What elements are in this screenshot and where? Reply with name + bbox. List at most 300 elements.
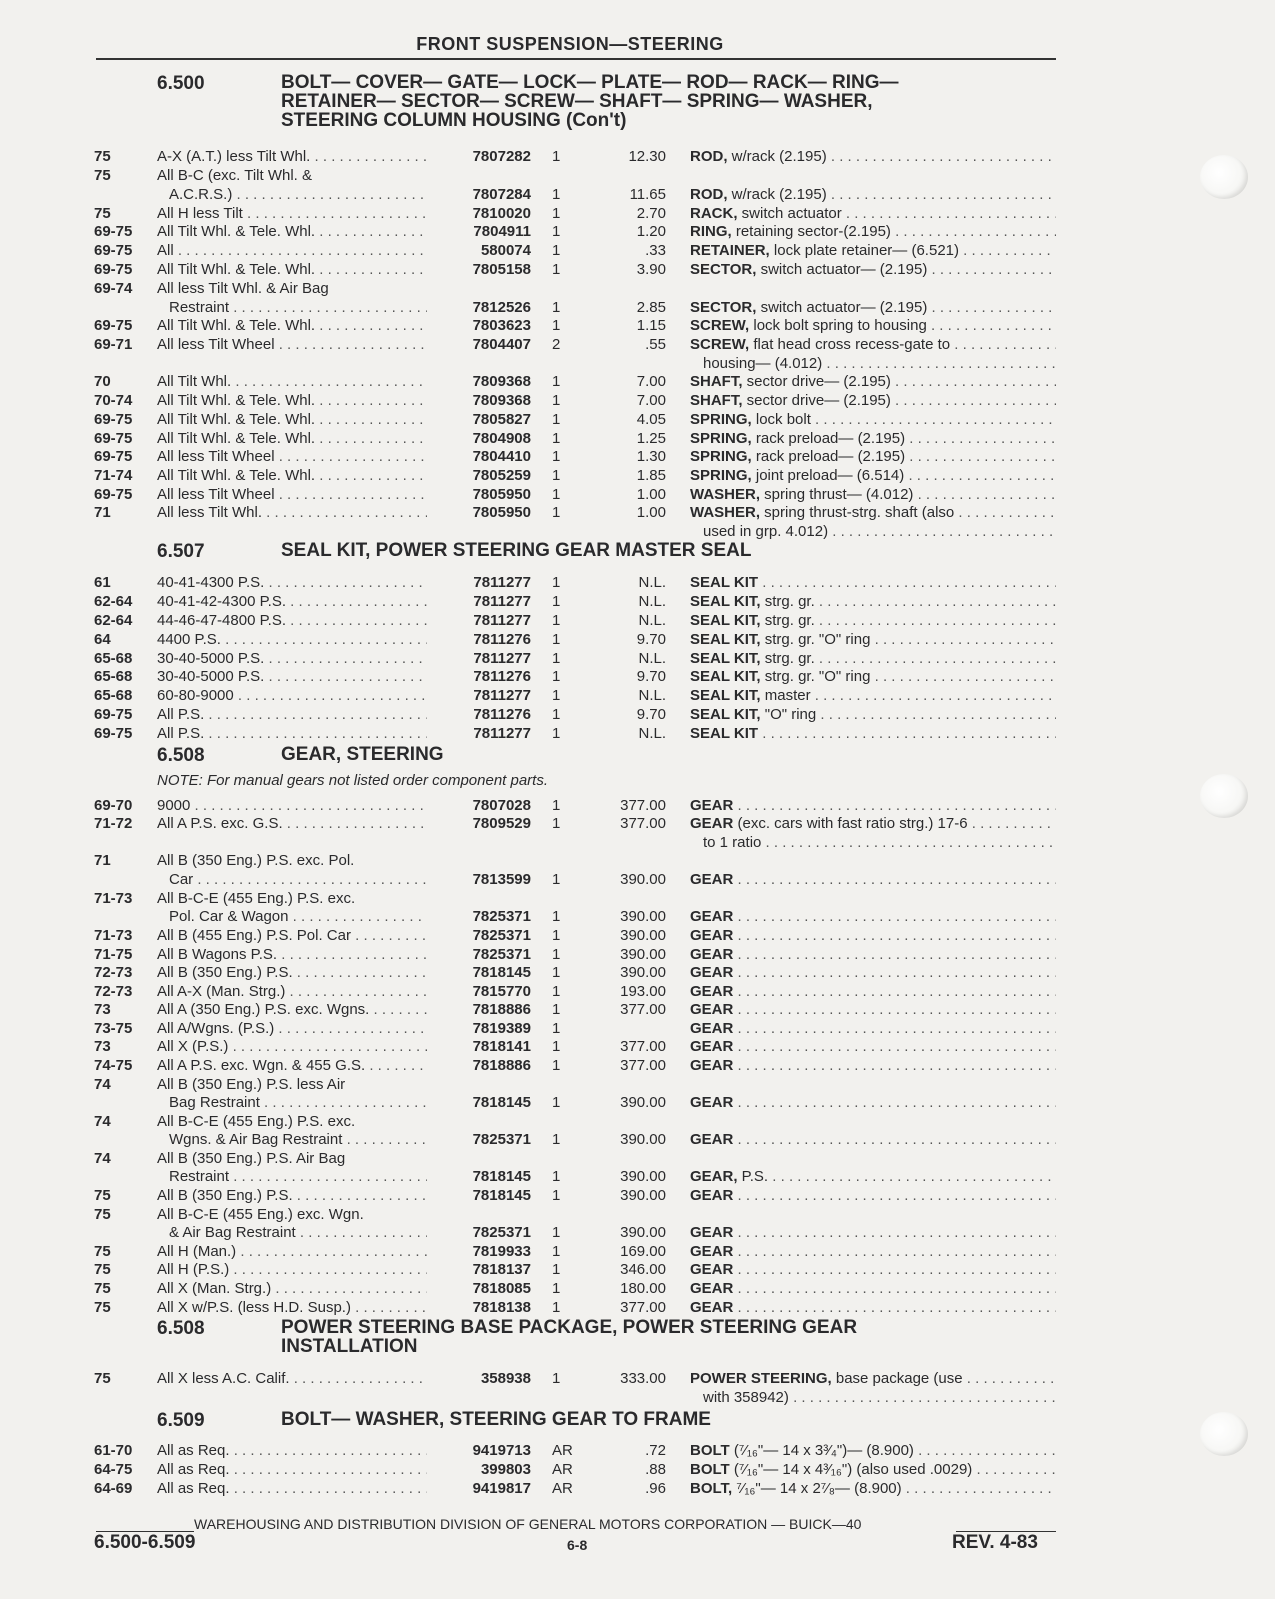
part-name: SPRING, [690,467,752,484]
model-year: 74 [94,1150,111,1167]
table-row [0,485,1275,504]
application: All A (350 Eng.) P.S. exc. Wgns. . . . [157,1000,427,1019]
part-name: GEAR [690,1057,734,1074]
description [690,1460,1056,1479]
price: 390.00 [620,871,666,888]
description [690,907,1056,926]
part-detail: retaining sector-(2.195) [731,223,891,240]
quantity: 1 [552,706,561,723]
application: All P.S. . . . [157,705,427,724]
application: All Tilt Whl. & Tele. Whl. . . . [157,316,427,335]
part-number: 580074 [480,242,531,259]
table-row [0,1460,1275,1479]
part-number: 7818141 [472,1038,531,1055]
quantity: 1 [552,1224,561,1241]
application: All B-C-E (455 Eng.) P.S. exc. [157,890,356,907]
description [690,503,1056,522]
price: 1.15 [636,317,666,334]
description [690,945,1056,964]
section-number: 6.509 [157,1410,205,1431]
model-year: 69-74 [94,280,133,297]
table-row [0,1093,1275,1112]
part-detail: switch actuator [737,205,842,222]
description [690,1019,1056,1038]
part-number: 7825371 [472,946,531,963]
section-title: GEAR, STEERING [281,744,444,765]
part-detail: with 358942) [703,1389,789,1406]
description [690,391,1056,410]
table-row [0,147,1275,166]
table-row [0,503,1275,522]
application: Restraint . . . [169,298,427,317]
part-name: SCREW, [690,317,750,334]
application: All less Tilt Wheel . . . [157,335,427,354]
quantity: 1 [552,927,561,944]
description [690,185,1056,204]
table-row [0,1369,1275,1388]
table-row [0,573,1275,592]
price: 1.25 [636,430,666,447]
part-name: GEAR [690,815,734,832]
part-detail: housing— (4.012) [703,355,823,372]
description [703,354,1056,373]
part-number: 7811277 [473,650,531,667]
quantity: 1 [552,1261,561,1278]
part-detail: (exc. cars with fast ratio strg.) 17-6 [733,815,968,832]
application: 40-41-4300 P.S. . . . [157,573,427,592]
part-number: 9419817 [472,1480,531,1497]
price: 1.00 [636,486,666,503]
application: All B (350 Eng.) P.S. less Air [157,1076,346,1093]
model-year: 69-71 [94,336,133,353]
part-detail: switch actuator— (2.195) [756,261,928,278]
model-year: 75 [94,1187,111,1204]
price: 390.00 [620,1094,666,1111]
part-name: GEAR [690,1261,734,1278]
part-detail: strg. gr. [760,612,815,629]
application: All B (455 Eng.) P.S. Pol. Car . . . [157,926,427,945]
part-number: 7804911 [473,223,531,240]
part-number: 7811277 [473,725,531,742]
table-row [0,1279,1275,1298]
table-row [0,335,1275,354]
price: 377.00 [620,815,666,832]
table-row [0,982,1275,1001]
price: 9.70 [636,631,666,648]
price: 377.00 [620,797,666,814]
price: 180.00 [620,1280,666,1297]
description [690,963,1056,982]
model-year: 75 [94,1280,111,1297]
table-row [0,204,1275,223]
quantity: 1 [552,411,561,428]
price: .72 [645,1442,666,1459]
price: 3.90 [636,261,666,278]
part-name: GEAR [690,1094,734,1111]
model-year: 69-75 [94,725,133,742]
model-year: 69-70 [94,797,133,814]
quantity: 1 [552,725,561,742]
part-number: 7825371 [472,927,531,944]
application: 4400 P.S. . . . [157,630,427,649]
quantity: 1 [552,205,561,222]
application: Car . . . [169,870,427,889]
part-name: GEAR [690,1187,734,1204]
description [690,686,1056,705]
model-year: 71-72 [94,815,133,832]
table-row [0,1186,1275,1205]
table-row [0,889,1275,908]
description [690,1223,1056,1242]
quantity: 1 [552,1280,561,1297]
part-detail: lock bolt [751,411,811,428]
table-row [0,260,1275,279]
description [690,592,1056,611]
price: 1.00 [636,504,666,521]
part-number: 7805950 [472,486,531,503]
part-detail: strg. gr. [760,593,815,610]
part-number: 7805158 [472,261,531,278]
part-number: 7813599 [472,871,531,888]
application: All Tilt Whl. . . . [157,372,427,391]
table-row [0,814,1275,833]
part-name: GEAR [690,927,734,944]
quantity: 1 [552,631,561,648]
table-row [0,945,1275,964]
price: .88 [645,1461,666,1478]
table-row [0,963,1275,982]
part-name: WASHER, [690,504,761,521]
part-name: SPRING, [690,430,752,447]
quantity: 1 [552,504,561,521]
description [690,667,1056,686]
table-row [0,796,1275,815]
application: All X (Man. Strg.) . . . [157,1279,427,1298]
description [690,316,1056,335]
table-row [0,870,1275,889]
part-detail: strg. gr. "O" ring [760,668,871,685]
quantity: 1 [552,242,561,259]
model-year: 61-70 [94,1442,133,1459]
description [690,1000,1056,1019]
part-name: GEAR [690,797,734,814]
table-row [0,522,1275,541]
header-rule [96,58,1056,60]
price: 346.00 [620,1261,666,1278]
price: 11.65 [629,186,666,203]
description [690,1369,1056,1388]
part-detail: sector drive— (2.195) [742,373,891,390]
quantity: 1 [552,1131,561,1148]
quantity: 1 [552,373,561,390]
model-year: 75 [94,1206,111,1223]
part-detail: switch actuator— (2.195) [756,299,928,316]
table-row [0,851,1275,870]
price: 7.00 [636,392,666,409]
part-number: 7803623 [472,317,531,334]
model-year: 64-69 [94,1480,133,1497]
application: All A P.S. exc. G.S. . . . [157,814,427,833]
model-year: 69-75 [94,486,133,503]
part-name: GEAR [690,946,734,963]
model-year: 71-73 [94,927,133,944]
table-row [0,1242,1275,1261]
price: 1.20 [636,223,666,240]
table-row [0,447,1275,466]
application: All H (P.S.) . . . [157,1260,427,1279]
quantity: 1 [552,467,561,484]
part-number: 7818085 [472,1280,531,1297]
section-title: BOLT— WASHER, STEERING GEAR TO FRAME [281,1409,711,1430]
price: N.L. [638,725,666,742]
quantity: 1 [552,261,561,278]
application: All X (P.S.) . . . [157,1037,427,1056]
part-detail: to 1 ratio [703,834,762,851]
table-row [0,354,1275,373]
part-name: GEAR [690,1020,734,1037]
price: 193.00 [620,983,666,1000]
quantity: 1 [552,223,561,240]
model-year: 69-75 [94,430,133,447]
table-row [0,429,1275,448]
description [690,1441,1056,1460]
description [690,147,1056,166]
model-year: 69-75 [94,242,133,259]
model-year: 74 [94,1113,111,1130]
application: All Tilt Whl. & Tele. Whl. . . . [157,391,427,410]
table-row [0,630,1275,649]
model-year: 75 [94,1299,111,1316]
quantity: 1 [552,574,561,591]
part-number: 7807028 [472,797,531,814]
quantity: 1 [552,186,561,203]
section-title: SEAL KIT, POWER STEERING GEAR MASTER SEAL [281,540,752,561]
description [690,573,1056,592]
quantity: 1 [552,148,561,165]
part-number: 7815770 [472,983,531,1000]
description [690,204,1056,223]
application: All less Tilt Wheel . . . [157,485,427,504]
part-number: 7811276 [473,668,531,685]
part-detail: flat head cross recess-gate to [749,336,951,353]
footer-division: WAREHOUSING AND DISTRIBUTION DIVISION OF GENERAL MOTORS CORPORATION — BUICK—40 [194,1516,862,1532]
price: 7.00 [636,373,666,390]
model-year: 64 [94,631,111,648]
model-year: 73 [94,1038,111,1055]
model-year: 75 [94,205,111,222]
part-name: GEAR [690,1280,734,1297]
price: 4.05 [636,411,666,428]
part-number: 7818145 [472,1094,531,1111]
price: 2.70 [636,205,666,222]
model-year: 71 [94,504,111,521]
part-number: 7818137 [472,1261,531,1278]
part-name: SPRING, [690,448,752,465]
model-year: 69-75 [94,411,133,428]
part-detail: base package (use [831,1370,963,1387]
table-row [0,667,1275,686]
part-detail: spring thrust-strg. shaft (also [760,504,955,521]
quantity: 1 [552,687,561,704]
model-year: 69-75 [94,261,133,278]
description [690,649,1056,668]
description [690,1186,1056,1205]
part-detail: lock bolt spring to housing [749,317,927,334]
section-number: 6.508 [157,1318,205,1339]
table-row [0,372,1275,391]
price: 9.70 [636,668,666,685]
price: 377.00 [620,1057,666,1074]
quantity: 1 [552,871,561,888]
application: All less Tilt Whl. . . . [157,503,427,522]
model-year: 71-73 [94,890,133,907]
quantity: 1 [552,908,561,925]
section-title: INSTALLATION [281,1336,418,1357]
part-detail: w/rack (2.195) [727,148,827,165]
table-row [0,391,1275,410]
section-title: BOLT— COVER— GATE— LOCK— PLATE— ROD— RACK— RING— [281,72,899,93]
table-row [0,185,1275,204]
application: All as Req. . . . [157,1479,427,1498]
quantity: AR [552,1442,573,1459]
description [703,522,1056,541]
application: All . . . [157,241,427,260]
quantity: AR [552,1480,573,1497]
price: 333.00 [620,1370,666,1387]
quantity: 1 [552,1094,561,1111]
quantity: 1 [552,964,561,981]
part-number: 7804908 [472,430,531,447]
description [690,1298,1056,1317]
part-number: 7804410 [472,448,531,465]
model-year: 65-68 [94,687,133,704]
part-number: 7825371 [472,1224,531,1241]
part-detail: strg. gr. [760,650,815,667]
part-name: SCREW, [690,336,750,353]
part-name: GEAR [690,1131,734,1148]
table-row [0,649,1275,668]
table-row [0,1037,1275,1056]
part-number: 399803 [480,1461,531,1478]
model-year: 61 [94,574,111,591]
model-year: 75 [94,167,111,184]
application: A.C.R.S.) . . . [169,185,427,204]
part-name: RETAINER, [690,242,770,259]
part-detail: used in grp. 4.012) [703,523,829,540]
part-number: 7825371 [472,908,531,925]
description [690,429,1056,448]
table-row [0,298,1275,317]
model-year: 69-75 [94,448,133,465]
part-number: 7805950 [472,504,531,521]
quantity: 1 [552,1243,561,1260]
part-name: SPRING, [690,411,752,428]
part-name: RACK, [690,205,738,222]
part-number: 7810020 [472,205,531,222]
price: 390.00 [620,927,666,944]
part-number: 7818145 [472,1187,531,1204]
part-number: 7812526 [472,299,531,316]
part-name: RING, [690,223,732,240]
part-number: 7805259 [472,467,531,484]
part-name: BOLT [690,1461,730,1478]
part-number: 358938 [480,1370,531,1387]
table-row [0,724,1275,743]
table-row [0,1479,1275,1498]
quantity: 1 [552,1187,561,1204]
part-name: GEAR [690,1001,734,1018]
part-name: GEAR [690,964,734,981]
application: All A-X (Man. Strg.) . . . [157,982,427,1001]
table-row [0,1000,1275,1019]
table-row [0,1388,1275,1407]
table-row [0,705,1275,724]
model-year: 70 [94,373,111,390]
footer-page-number: 6-8 [567,1537,588,1553]
part-name: SECTOR, [690,299,757,316]
description [690,926,1056,945]
description [703,1388,1056,1407]
part-name: GEAR [690,1243,734,1260]
model-year: 72-73 [94,983,133,1000]
table-row [0,241,1275,260]
part-name: SEAL KIT, [690,650,761,667]
description [690,1479,1056,1498]
application: All Tilt Whl. & Tele. Whl. . . . [157,466,427,485]
part-number: 7811277 [473,574,531,591]
model-year: 74-75 [94,1057,133,1074]
application: All H (Man.) . . . [157,1242,427,1261]
part-number: 7804407 [472,336,531,353]
quantity: 1 [552,1038,561,1055]
section-title: STEERING COLUMN HOUSING (Con't) [281,110,627,131]
table-row [0,686,1275,705]
model-year: 73-75 [94,1020,133,1037]
part-name: GEAR [690,1299,734,1316]
part-number: 7819933 [472,1243,531,1260]
price: 390.00 [620,964,666,981]
description [690,1242,1056,1261]
model-year: 65-68 [94,650,133,667]
description [690,241,1056,260]
footer-revision: REV. 4-83 [952,1532,1038,1553]
price: 390.00 [620,1168,666,1185]
part-name: GEAR [690,908,734,925]
description [690,1279,1056,1298]
price: N.L. [638,593,666,610]
part-number: 7809368 [472,392,531,409]
quantity: 1 [552,299,561,316]
price: 2.85 [636,299,666,316]
quantity: 1 [552,612,561,629]
description [703,833,1056,852]
application: All A P.S. exc. Wgn. & 455 G.S. . . . [157,1056,427,1075]
price: 390.00 [620,1224,666,1241]
table-row [0,166,1275,185]
model-year: 75 [94,1243,111,1260]
quantity: 1 [552,430,561,447]
application: All less Tilt Whl. & Air Bag [157,280,329,297]
application: All as Req. . . . [157,1441,427,1460]
quantity: 1 [552,797,561,814]
model-year: 62-64 [94,593,133,610]
model-year: 69-75 [94,706,133,723]
table-row [0,410,1275,429]
model-year: 71 [94,852,111,869]
price: 390.00 [620,946,666,963]
part-number: 7811276 [473,631,531,648]
price: 9.70 [636,706,666,723]
